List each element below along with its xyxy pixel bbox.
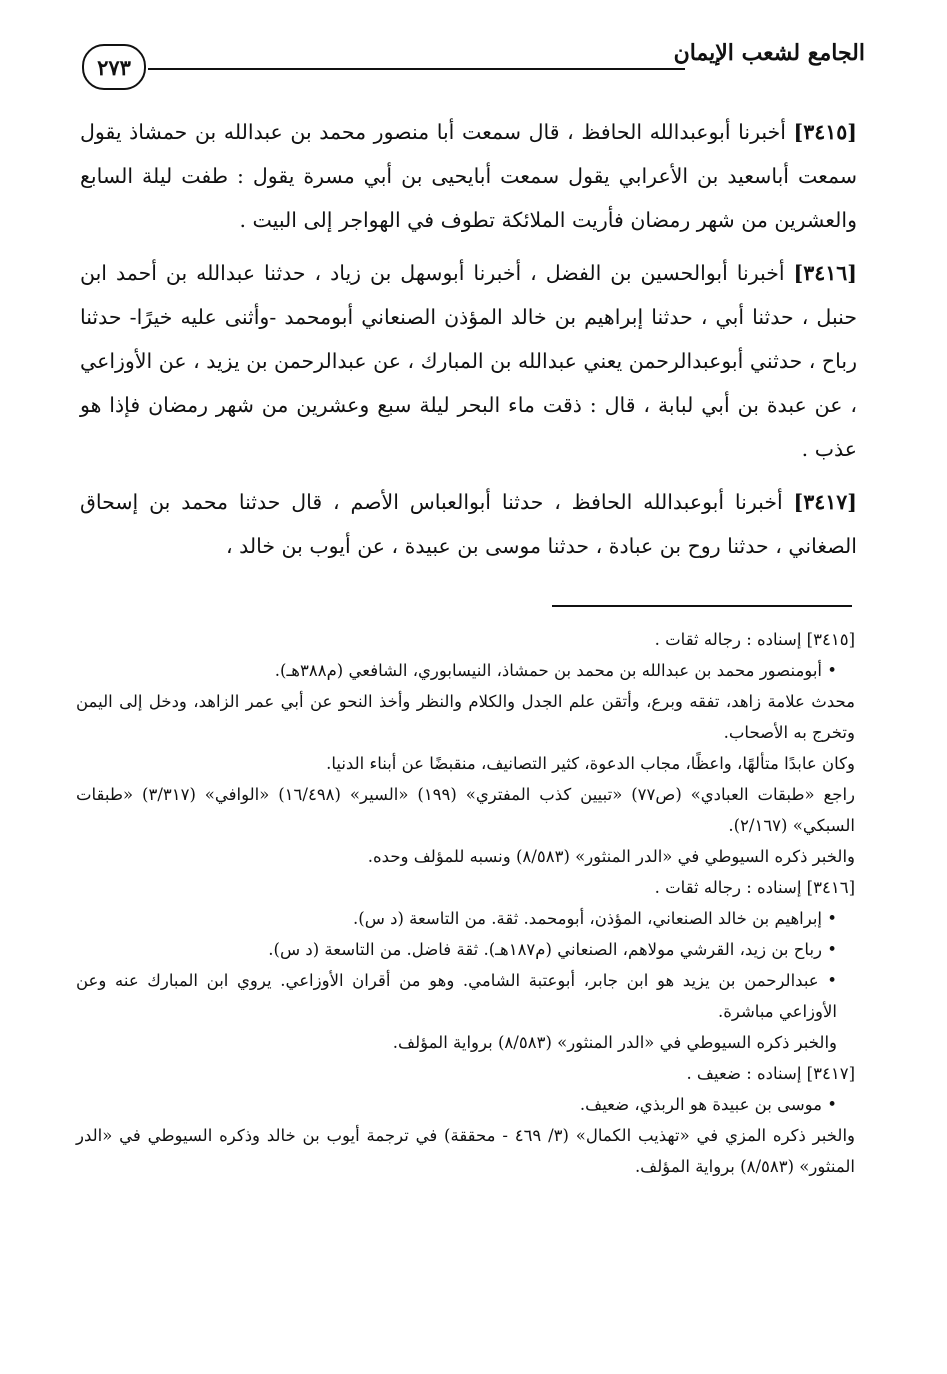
footnote-line: • رباح بن زيد، القرشي مولاهم، الصنعاني (م١٨٧هـ). ثقة فاضل. من التاسعة (د س). bbox=[268, 940, 837, 959]
footnote-line: • إبراهيم بن خالد الصنعاني، المؤذن، أبومحمد. ثقة. من التاسعة (د س). bbox=[353, 909, 837, 928]
page-number-box bbox=[82, 44, 146, 90]
hadith-3415 bbox=[80, 110, 857, 242]
hadith-3417 bbox=[80, 480, 857, 568]
footnote-line: والخبر ذكره السيوطي في «الدر المنثور» (٨/٥٨٣) برواية المؤلف. bbox=[392, 1033, 837, 1052]
page-number: ٢٧٣ bbox=[97, 54, 131, 80]
footnote-line: راجع «طبقات العبادي» (ص٧٧) «تبيين كذب المفتري» (١٩٩) «السير» (١٦/٤٩٨) «الوافي» (٣/٣١٧) «طبقات السبكي» (٢/١٦٧). bbox=[76, 785, 856, 835]
running-head-title: الجامع لشعب الإيمان bbox=[673, 40, 865, 66]
footnote-line: والخبر ذكره السيوطي في «الدر المنثور» (٨/٥٨٣) ونسبه للمؤلف وحده. bbox=[367, 847, 855, 866]
footnote-line: محدث علامة زاهد، تفقه وبرع، وأتقن علم الجدل والكلام والنظر وأخذ النحو عن أبي عمر الزاهد، ودخل إلى اليمن وتخرج به الأصحاب. bbox=[76, 692, 855, 742]
hadith-text: أخبرنا أبوعبدالله الحافظ ، قال سمعت أبا منصور محمد بن عبدالله بن حمشاذ يقول سمعت أباسعيد بن الأعرابي يقول سمعت أبايحيى بن أبي مسرة يقول : طفت ليلة السابع والعشرين من شهر رمضان فأريت الملائكة تطوف في الهواجر إلى البيت . bbox=[80, 120, 857, 232]
hadith-number: [٣٤١٦] bbox=[793, 261, 857, 285]
header-rule bbox=[148, 68, 685, 70]
hadith-3416 bbox=[80, 251, 857, 471]
hadith-text: أخبرنا أبوعبدالله الحافظ ، حدثنا أبوالعباس الأصم ، قال حدثنا محمد بن إسحاق الصغاني ، حدثنا روح بن عبادة ، حدثنا موسى بن عبيدة ، عن أيوب بن خالد ، bbox=[80, 490, 857, 558]
footnote-heading-3415: [٣٤١٥] إسناده : رجاله ثقات . bbox=[654, 630, 855, 649]
hadith-number: [٣٤١٧] bbox=[793, 490, 857, 514]
footnote-line: وكان عابدًا متألهًا، واعظًا، مجاب الدعوة، كثير التصانيف، منقبضًا عن أبناء الدنيا. bbox=[326, 754, 855, 773]
hadith-number: [٣٤١٥] bbox=[793, 120, 857, 144]
footnote-separator bbox=[552, 605, 852, 607]
footnote-heading-3417: [٣٤١٧] إسناده : ضعيف . bbox=[686, 1064, 855, 1083]
footnote-heading-3416: [٣٤١٦] إسناده : رجاله ثقات . bbox=[654, 878, 855, 897]
footnote-line: • موسى بن عبيدة هو الربذي، ضعيف. bbox=[579, 1095, 837, 1114]
footnote-line: • أبومنصور محمد بن عبدالله بن محمد بن حمشاذ، النيسابوري، الشافعي (م٣٨٨هـ). bbox=[274, 661, 837, 680]
footnote-line: والخبر ذكره المزي في «تهذيب الكمال» (٣/ ٤٦٩ - محققة) في ترجمة أيوب بن خالد وذكره السيوطي في «الدر المنثور» (٨/٥٨٣) برواية المؤلف. bbox=[76, 1126, 855, 1176]
footnotes bbox=[76, 624, 855, 1182]
main-text bbox=[80, 110, 857, 577]
footnote-line: • عبدالرحمن بن يزيد هو ابن جابر، أبوعتبة الشامي. وهو من أقران الأوزاعي. يروي ابن المبارك عنه وعن الأوزاعي مباشرة. bbox=[76, 971, 837, 1021]
hadith-text: أخبرنا أبوالحسين بن الفضل ، أخبرنا أبوسهل بن زياد ، حدثنا عبدالله بن أحمد ابن حنبل ، حدثنا أبي ، حدثنا إبراهيم بن خالد المؤذن الصنعاني أبومحمد -وأثنى عليه خيرًا- حدثنا رباح ، حدثني أبوعبدالرحمن يعني عبدالله بن المبارك ، عن عبدالرحمن بن يزيد ، عن الأوزاعي ، عن عبدة بن أبي لبابة ، قال : ذقت ماء البحر ليلة سبع وعشرين من شهر رمضان فإذا هو عذب . bbox=[80, 261, 857, 461]
